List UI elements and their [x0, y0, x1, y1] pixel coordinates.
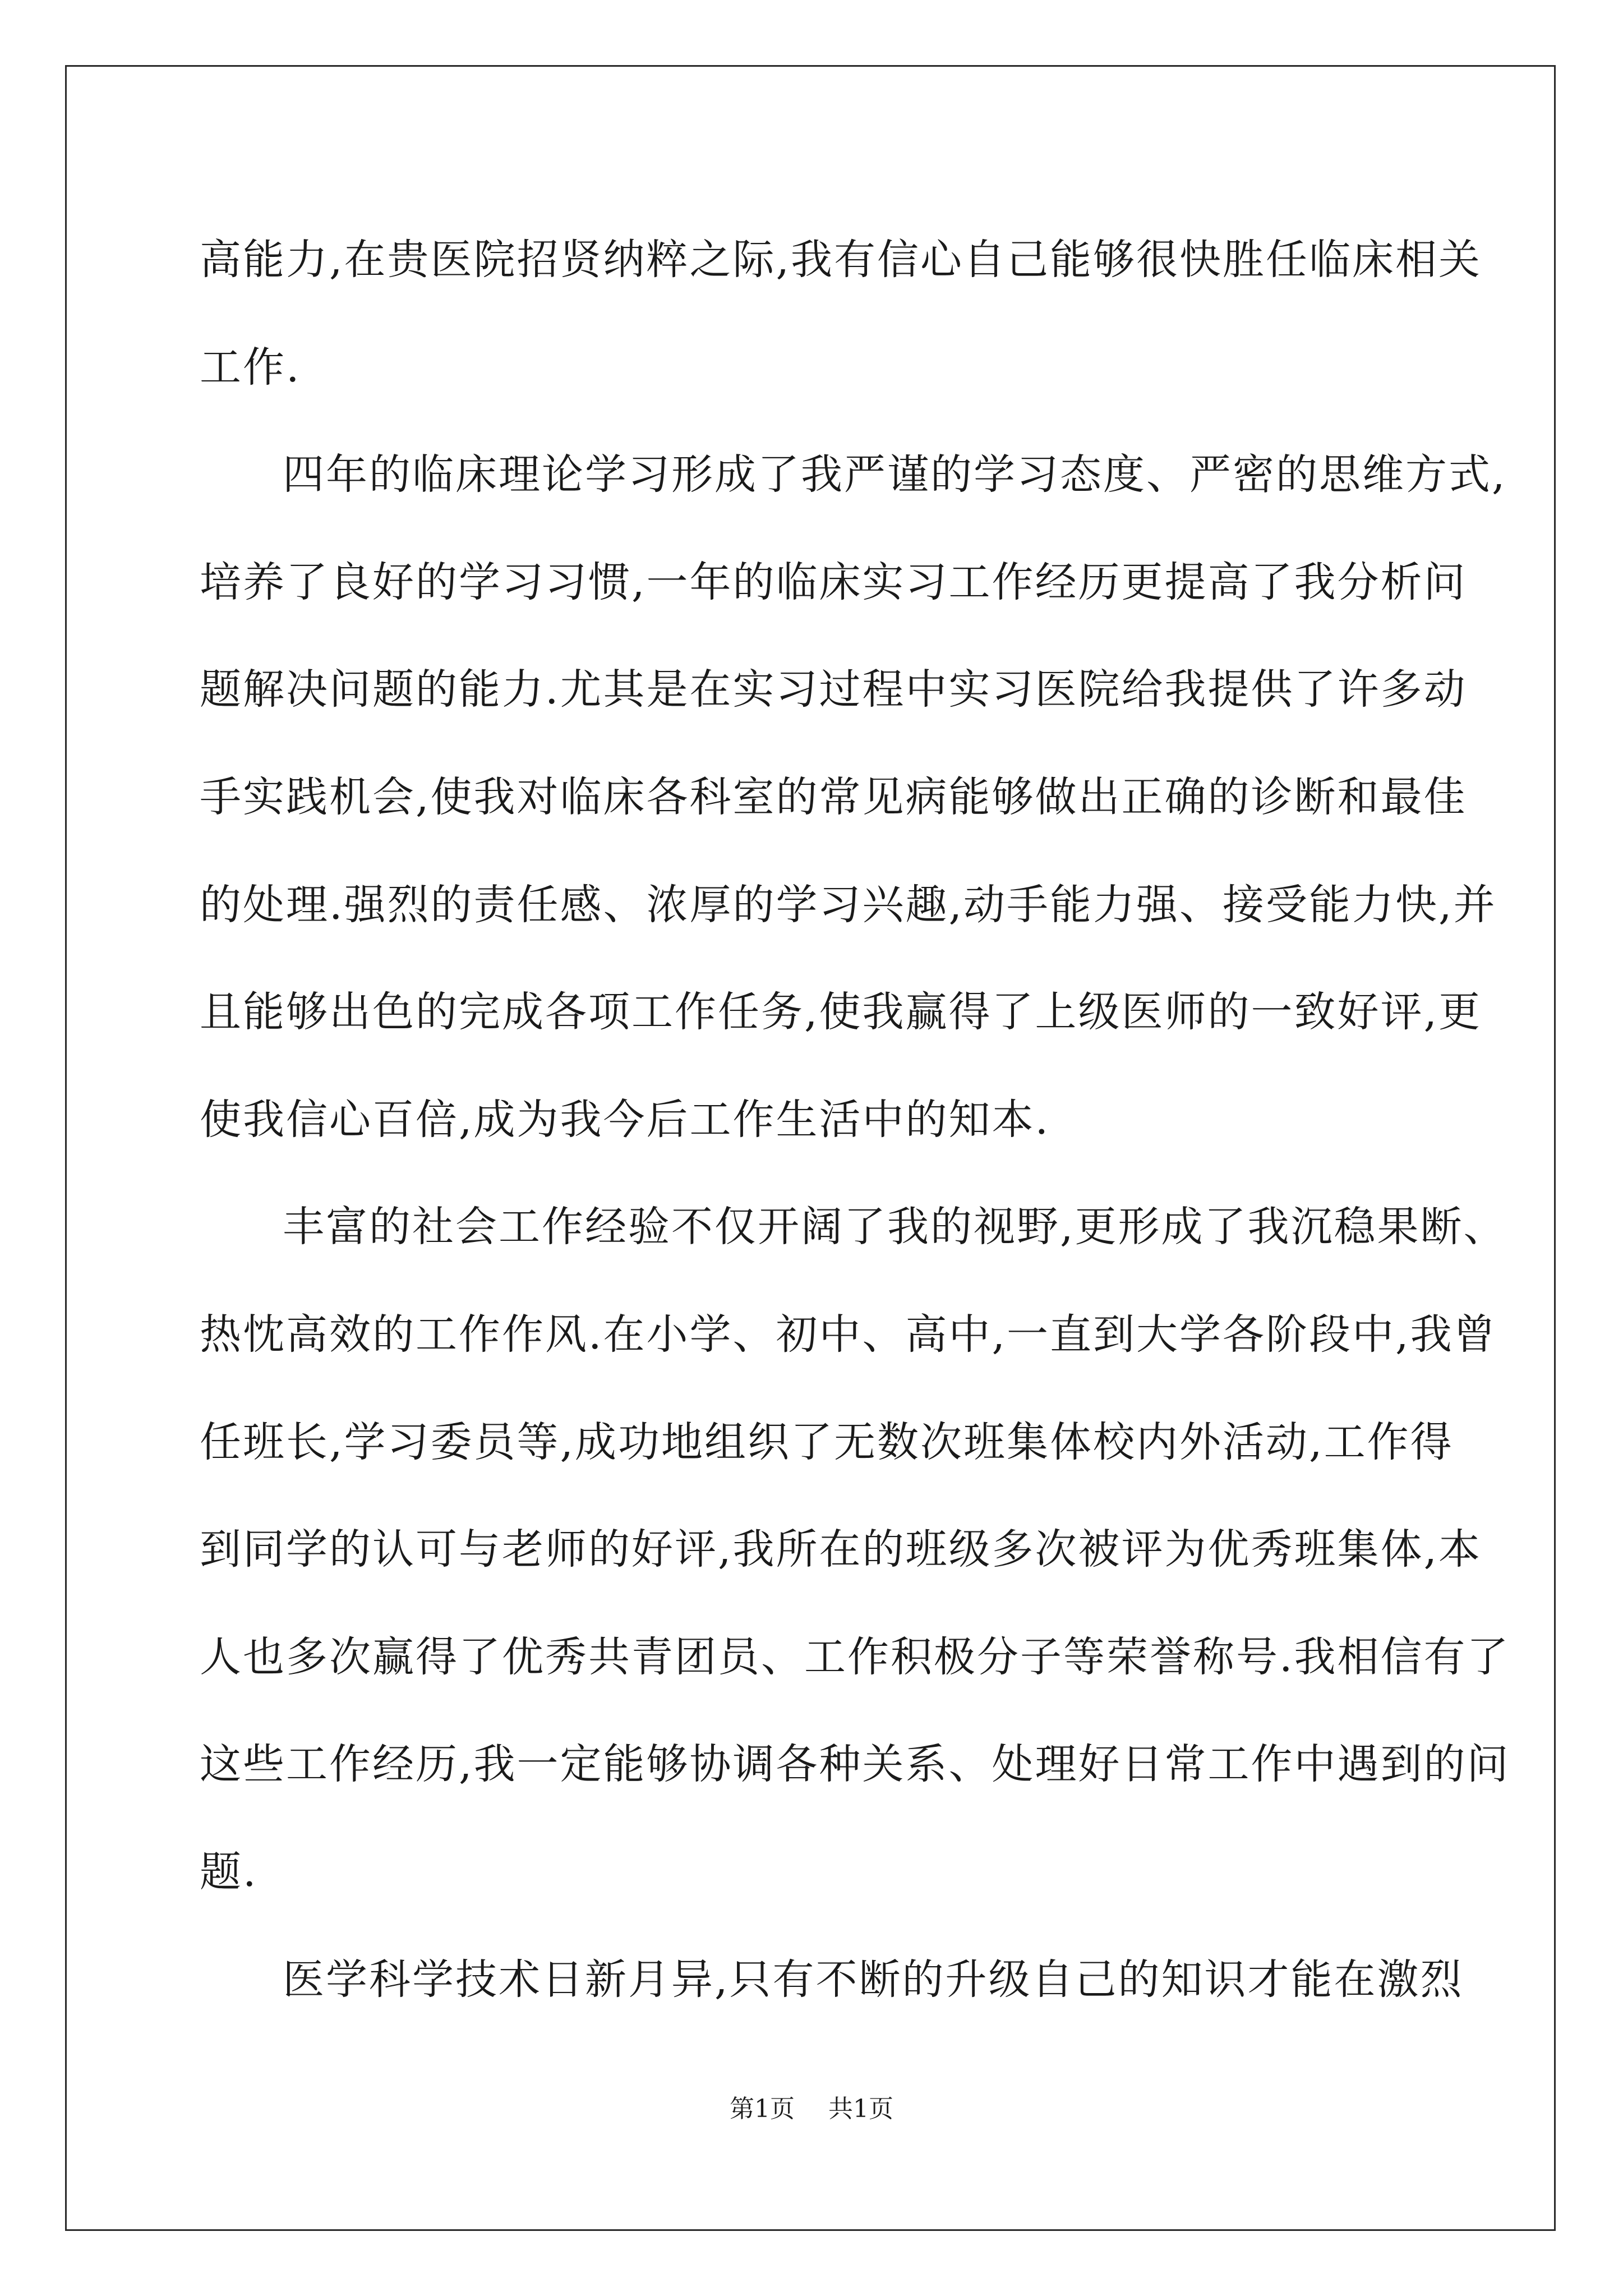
text-line: 手实践机会,使我对临床各科室的常见病能够做出正确的诊断和最佳: [200, 772, 1467, 821]
page-footer: [0, 2092, 1623, 2126]
text-line: 到同学的认可与老师的好评,我所在的班级多次被评为优秀班集体,本: [200, 1525, 1482, 1574]
text-line: 培养了良好的学习习惯,一年的临床实习工作经历更提高了我分析问: [200, 558, 1467, 606]
text-line: 人也多次赢得了优秀共青团员、工作积极分子等荣誉称号.我相信有了: [200, 1632, 1510, 1681]
text-line: 题.: [200, 1847, 258, 1896]
text-line: 工作.: [200, 343, 301, 392]
text-line: 热忱高效的工作作风.在小学、初中、高中,一直到大学各阶段中,我曾: [200, 1310, 1497, 1359]
page-total: 共1页: [828, 2095, 893, 2123]
text-line: 且能够出色的完成各项工作任务,使我赢得了上级医师的一致好评,更: [200, 988, 1482, 1037]
text-line: 的处理.强烈的责任感、浓厚的学习兴趣,动手能力强、接受能力快,并: [200, 880, 1497, 929]
text-line: 任班长,学习委员等,成功地组织了无数次班集体校内外活动,工作得: [200, 1418, 1454, 1466]
text-line: 这些工作经历,我一定能够协调各种关系、处理好日常工作中遇到的问: [200, 1740, 1510, 1789]
text-line: 使我信心百倍,成为我今后工作生活中的知本.: [200, 1095, 1050, 1144]
page-number: 第1页: [730, 2095, 795, 2123]
text-line: 高能力,在贵医院招贤纳粹之际,我有信心自己能够很快胜任临床相关: [200, 236, 1482, 284]
text-line: 丰富的社会工作经验不仅开阔了我的视野,更形成了我沉稳果断、: [283, 1203, 1507, 1251]
text-line: 四年的临床理论学习形成了我严谨的学习态度、严密的思维方式,: [283, 450, 1507, 499]
document-body: [200, 206, 1510, 2033]
text-line: 医学科学技术日新月异,只有不断的升级自己的知识才能在激烈: [283, 1955, 1464, 2004]
text-line: 题解决问题的能力.尤其是在实习过程中实习医院给我提供了许多动: [200, 665, 1467, 714]
